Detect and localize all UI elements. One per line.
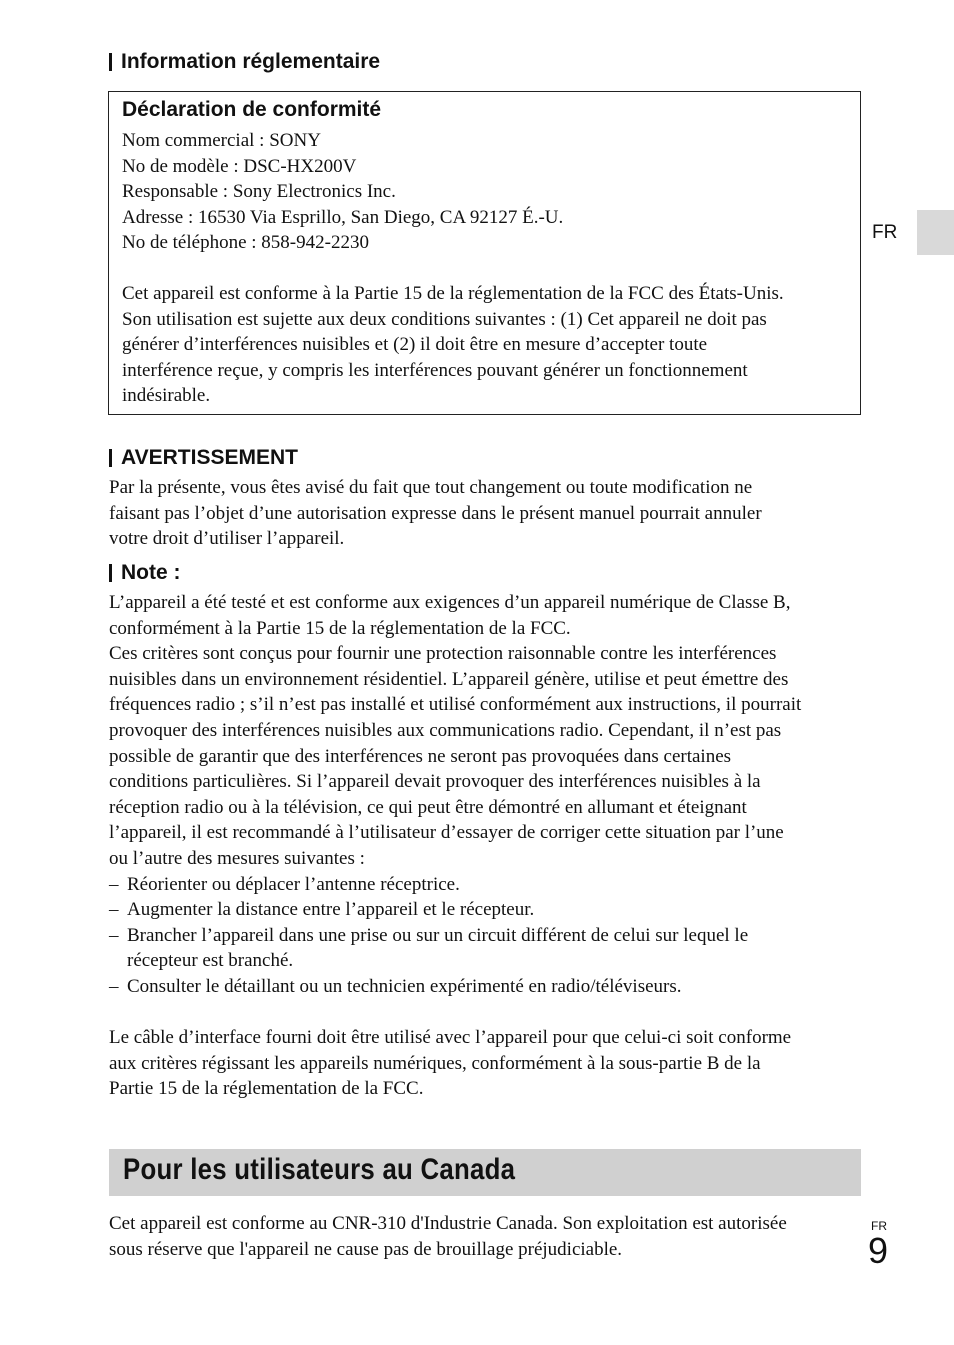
paragraph-line: interférence reçue, y compris les interférences pouvant générer un fonctionnement [122,359,748,381]
language-side-tab [917,210,954,255]
note-paragraph [109,590,861,1000]
list-item [109,923,861,974]
paragraph-line: Cet appareil est conforme au CNR-310 d'Industrie Canada. Son exploitation est autorisée [109,1213,787,1234]
paragraph-line: nuisibles dans un environnement résidentiel. L’appareil génère, utilise et peut émettre des [109,668,789,690]
paragraph-line: l’appareil, il est recommandé à l’utilisateur d’essayer de corriger cette situation par l’une [109,822,784,844]
page-number: 9 [868,1230,889,1271]
bullet-dash: – [109,975,119,997]
canada-section-banner [109,1149,861,1196]
paragraph-line: conditions particulières. Si l’appareil devait provoquer des interférences nuisibles à la [109,771,761,793]
conformity-paragraph [122,281,857,409]
paragraph-line: réception radio ou à la télévision, ce qui peut être démontré en allumant et éteignant [109,796,747,818]
heading-text: AVERTISSEMENT [121,446,298,469]
detail-line: Adresse : 16530 Via Esprillo, San Diego, CA 92127 É.-U. [122,206,564,228]
detail-line: No de téléphone : 858-942-2230 [122,232,369,254]
bullet-text [127,974,682,1000]
paragraph-line: Partie 15 de la réglementation de la FCC. [109,1078,424,1100]
paragraph-line: conformément à la Partie 15 de la réglementation de la FCC. [109,617,571,639]
paragraph-line: Par la présente, vous êtes avisé du fait que tout changement ou toute modification ne [109,477,753,498]
bullet-line: Consulter le détaillant ou un technicien expérimenté en radio/téléviseurs. [127,975,682,997]
conformity-title: Déclaration de conformité [122,98,382,121]
bullet-text [127,872,460,898]
bullet-dash: – [109,924,119,946]
paragraph-line: votre droit d’utiliser l’appareil. [109,528,345,550]
paragraph-line: L’appareil a été testé et est conforme aux exigences d’un appareil numérique de Classe B, [109,592,791,613]
warning-paragraph [109,475,861,552]
cable-paragraph [109,1025,861,1102]
paragraph-line: générer d’interférences nuisibles et (2) il doit être en mesure d’accepter toute [122,334,708,356]
paragraph-line: possible de garantir que des interférences ne seront pas provoquées dans certaines [109,745,732,767]
conformity-box [108,91,861,415]
footer-language: FR [871,1219,887,1233]
bullet-line: Brancher l’appareil dans une prise ou sur un circuit différent de celui sur lequel le [127,924,749,946]
list-item [109,872,861,898]
paragraph-line: indésirable. [122,385,211,407]
conformity-details [122,128,563,256]
list-item [109,974,861,1000]
heading-marker [109,449,112,467]
canada-heading: Pour les utilisateurs au Canada [123,1153,516,1186]
paragraph-line: provoquer des interférences nuisibles aux communications radio. Cependant, il n’est pas [109,719,782,741]
heading-marker [109,53,112,71]
bullet-line: Augmenter la distance entre l’appareil et le récepteur. [127,899,535,921]
section-heading-regulatory [109,50,380,74]
list-item [109,897,861,923]
language-side-label: FR [872,222,898,243]
paragraph-line: Le câble d’interface fourni doit être utilisé avec l’appareil pour que celui-ci soit conforme [109,1027,792,1048]
bullet-text [127,923,748,974]
paragraph-line: aux critères régissant les appareils numériques, conformément à la sous-partie B de la [109,1052,761,1074]
bullet-dash: – [109,873,119,895]
section-heading-warning [109,446,298,470]
canada-paragraph [109,1211,861,1262]
heading-text: Information réglementaire [121,50,381,73]
paragraph-line: faisant pas l’objet d’une autorisation expresse dans le présent manuel pourrait annuler [109,502,762,524]
bullet-dash: – [109,899,119,921]
detail-line: Responsable : Sony Electronics Inc. [122,181,396,203]
bullet-line: Réorienter ou déplacer l’antenne réceptrice. [127,873,460,895]
detail-line: No de modèle : DSC-HX200V [122,155,357,177]
detail-line: Nom commercial : SONY [122,130,321,151]
paragraph-line: Cet appareil est conforme à la Partie 15 de la réglementation de la FCC des États-Unis. [122,283,784,304]
paragraph-line: Ces critères sont conçus pour fournir une protection raisonnable contre les interférences [109,643,777,665]
paragraph-line: sous réserve que l'appareil ne cause pas de brouillage préjudiciable. [109,1238,623,1260]
bullet-text [127,897,534,923]
heading-marker [109,564,112,582]
section-heading-note [109,561,181,585]
paragraph-line: ou l’autre des mesures suivantes : [109,847,365,869]
paragraph-line: fréquences radio ; s’il n’est pas installé et utilisé conformément aux instructions, il pourrait [109,694,802,716]
bullet-line: récepteur est branché. [127,950,294,972]
paragraph-line: Son utilisation est sujette aux deux conditions suivantes : (1) Cet appareil ne doit pas [122,308,767,330]
heading-text: Note : [121,561,181,584]
